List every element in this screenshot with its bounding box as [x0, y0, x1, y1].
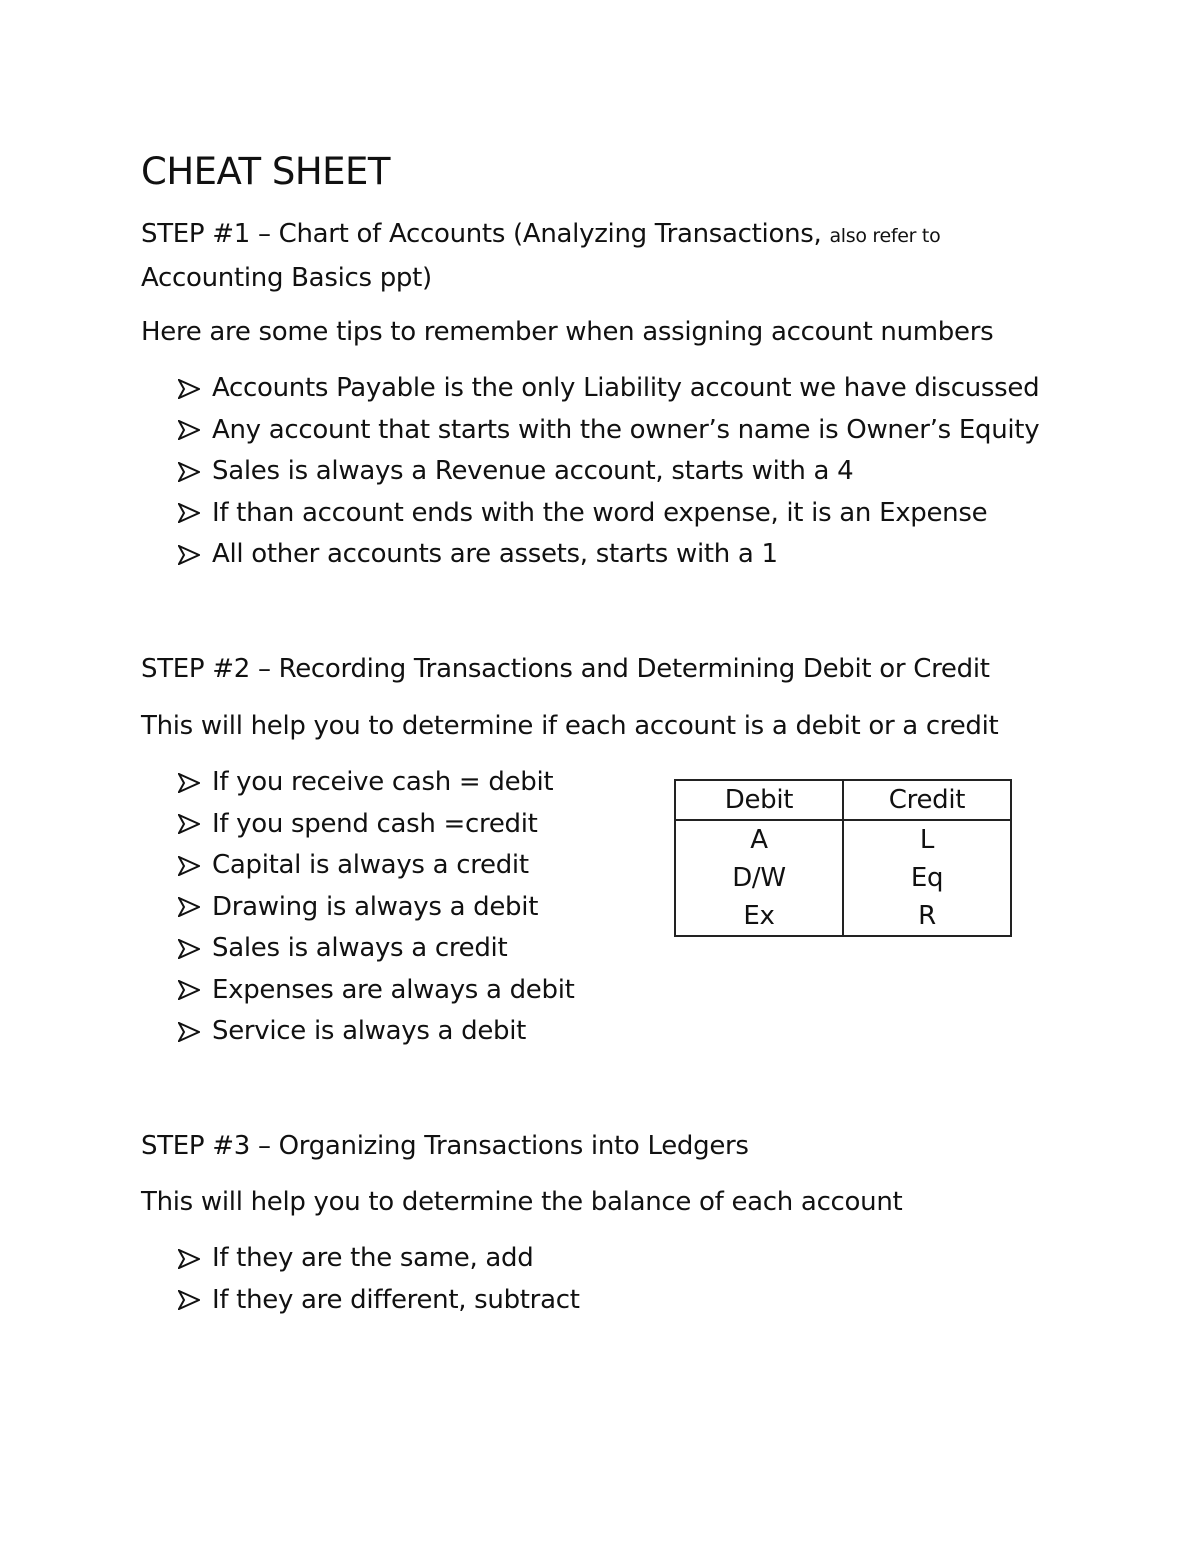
debit-credit-table [674, 779, 1012, 937]
arrowhead-bullet-icon [178, 545, 212, 565]
arrowhead-bullet-icon [178, 939, 212, 959]
page-title: CHEAT SHEET [141, 150, 391, 193]
arrowhead-bullet-icon [178, 980, 212, 1000]
table-row [675, 897, 1011, 936]
step1-heading-line2: Accounting Basics ppt) [141, 263, 432, 293]
table-cell: Eq [843, 859, 1011, 897]
list-item: Service is always a debit [178, 1011, 575, 1053]
table-cell: Ex [675, 897, 843, 936]
list-item: Accounts Payable is the only Liability account we have discussed [178, 368, 1039, 410]
step1-heading-small: also refer to [829, 225, 941, 247]
arrowhead-bullet-icon [178, 379, 212, 399]
arrowhead-bullet-icon [178, 1249, 212, 1269]
arrowhead-bullet-icon [178, 773, 212, 793]
arrowhead-bullet-icon [178, 897, 212, 917]
list-item: Drawing is always a debit [178, 887, 575, 929]
list-item: All other accounts are assets, starts with a 1 [178, 534, 1039, 576]
table-cell: D/W [675, 859, 843, 897]
list-item: If you spend cash =credit [178, 804, 575, 846]
table-row [675, 820, 1011, 859]
arrowhead-bullet-icon [178, 1290, 212, 1310]
step1-bullet-list [178, 368, 1039, 576]
step2-bullet-list [178, 762, 575, 1053]
list-item: Capital is always a credit [178, 845, 575, 887]
list-item: Any account that starts with the owner’s name is Owner’s Equity [178, 410, 1039, 452]
list-item: If you receive cash = debit [178, 762, 575, 804]
list-item: If they are different, subtract [178, 1280, 580, 1322]
step2-intro: This will help you to determine if each account is a debit or a credit [141, 711, 999, 741]
table-header-credit: Credit [843, 780, 1011, 820]
list-item: Sales is always a credit [178, 928, 575, 970]
arrowhead-bullet-icon [178, 420, 212, 440]
step3-heading: STEP #3 – Organizing Transactions into Ledgers [141, 1131, 749, 1161]
arrowhead-bullet-icon [178, 856, 212, 876]
list-item: If they are the same, add [178, 1238, 580, 1280]
arrowhead-bullet-icon [178, 503, 212, 523]
step3-bullet-list [178, 1238, 580, 1321]
list-item: Expenses are always a debit [178, 970, 575, 1012]
table-header-row [675, 780, 1011, 820]
arrowhead-bullet-icon [178, 462, 212, 482]
list-item: Sales is always a Revenue account, starts with a 4 [178, 451, 1039, 493]
step1-heading-main: STEP #1 – Chart of Accounts (Analyzing Transactions, [141, 219, 830, 249]
step2-heading: STEP #2 – Recording Transactions and Determining Debit or Credit [141, 654, 990, 684]
step1-intro: Here are some tips to remember when assigning account numbers [141, 317, 994, 347]
arrowhead-bullet-icon [178, 1022, 212, 1042]
arrowhead-bullet-icon [178, 814, 212, 834]
step1-heading [141, 213, 940, 299]
table-cell: A [675, 820, 843, 859]
step3-intro: This will help you to determine the balance of each account [141, 1187, 903, 1217]
table-cell: L [843, 820, 1011, 859]
list-item: If than account ends with the word expense, it is an Expense [178, 493, 1039, 535]
table-row [675, 859, 1011, 897]
table-header-debit: Debit [675, 780, 843, 820]
table-cell: R [843, 897, 1011, 936]
